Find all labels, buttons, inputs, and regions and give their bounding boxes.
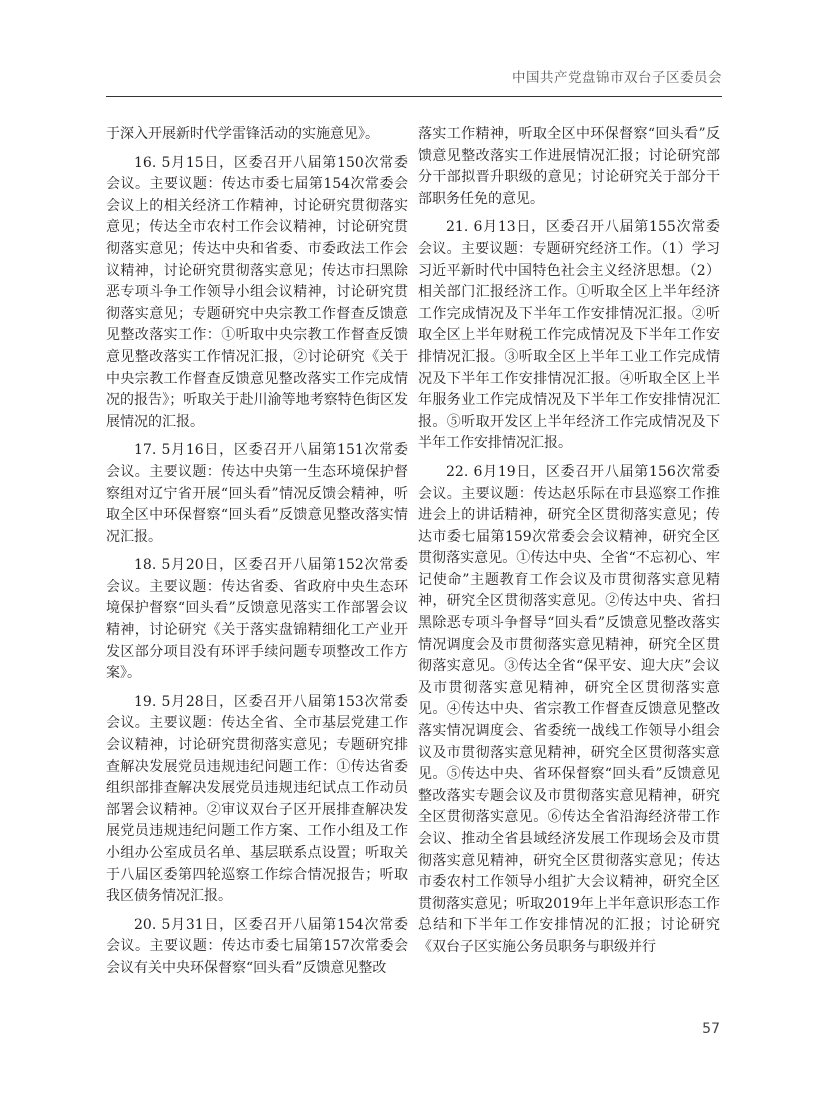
paragraph-item-16: 16. 5月15日，区委召开八届第150次常委会议。主要议题：传达市委七届第154次常委会会议上的相关经济工作精神，讨论研究贯彻落实意见；传达全市农村工作会议精神，讨论研究贯彻落实意见；传达中央和省委、市委政法工作会议精神，讨论研究贯彻落实意见；传达市扫黑除恶专项斗争工作领导小组会议精神，讨论研究贯彻落实意见；专题研究中央宗教工作督查反馈意见整改落实工作：①听取中央宗教工作督查反馈意见整改落实工作情况汇报，②讨论研究《关于中央宗教工作督查反馈意见整改落实工作完成情况的报告》；听取关于赴川渝等地考察特色街区发展情况的汇报。	[106, 154, 408, 430]
paragraph-item-20: 20. 5月31日，区委召开八届第154次常委会议。主要议题：传达市委七届第157次常委会会议有关中央环保督察“回头看”反馈意见整改	[106, 916, 408, 976]
page-header-title: 中国共产党盘锦市双台子区委员会	[512, 70, 722, 86]
left-text-column	[106, 124, 408, 987]
paragraph-item-20-continued: 落实工作精神，听取全区中环保督察“回头看”反馈意见整改落实工作进展情况汇报；讨论研究部分干部拟晋升职级的意见；讨论研究关于部分干部职务任免的意见。	[418, 126, 720, 207]
paragraph-item-19: 19. 5月28日，区委召开八届第153次常委会议。主要议题：传达全省、全市基层党建工作会议精神，讨论研究贯彻落实意见；专题研究排查解决发展党员违规违纪问题工作：①传达省委组织部排查解决发展党员违规违纪试点工作动员部署会议精神。②审议双台子区开展排查解决发展党员违规违纪问题工作方案、工作小组及工作小组办公室成员名单、基层联系点设置；听取关于八届区委第四轮巡察工作综合情况报告；听取我区债务情况汇报。	[106, 693, 408, 905]
paragraph-item-21: 21. 6月13日，区委召开八届第155次常委会议。主要议题：专题研究经济工作。（1）学习习近平新时代中国特色社会主义经济思想。（2）相关部门汇报经济工作。①听取全区上半年经济工作完成情况及下半年工作安排情况汇报。②听取全区上半年财税工作完成情况及下半年工作安排情况汇报。③听取全区上半年工业工作完成情况及下半年工作安排情况汇报。④听取全区上半年服务业工作完成情况及下半年工作安排情况汇报。⑤听取开发区上半年经济工作完成情况及下半年工作安排情况汇报。	[418, 219, 720, 452]
right-text-column	[418, 124, 720, 966]
page-number: 57	[702, 1021, 720, 1037]
paragraph-item-17: 17. 5月16日，区委召开八届第151次常委会议。主要议题：传达中央第一生态环境保护督察组对辽宁省开展“回头看”情况反馈会精神，听取全区中环保督察“回头看”反馈意见整改落实情况汇报。	[106, 442, 408, 545]
paragraph-item-22: 22. 6月19日，区委召开八届第156次常委会议。主要议题：传达赵乐际在市县巡察工作推进会上的讲话精神，研究全区贯彻落实意见；传达市委七届第159次常委会会议精神，研究全区贯彻落实意见。①传达中央、全省“不忘初心、牢记使命”主题教育工作会议及市贯彻落实意见精神，研究全区贯彻落实意见。②传达中央、省扫黑除恶专项斗争督导“回头看”反馈意见整改落实情况调度会及市贯彻落实意见精神，研究全区贯彻落实意见。③传达全省“保平安、迎大庆”会议及市贯彻落实意见精神，研究全区贯彻落实意见。④传达中央、省宗教工作督查反馈意见整改落实情况调度会、省委统一战线工作领导小组会议及市贯彻落实意见精神，研究全区贯彻落实意见。⑤传达中央、省环保督察“回头看”反馈意见整改落实专题会议及市贯彻落实意见精神，研究全区贯彻落实意见。⑥传达全省沿海经济带工作会议、推动全省县域经济发展工作现场会及市贯彻落实意见精神，研究全区贯彻落实意见；传达市委农村工作领导小组扩大会议精神，研究全区贯彻落实意见；听取2019年上半年意识形态工作总结和下半年工作安排情况的汇报；讨论研究《双台子区实施公务员职务与职级并行	[418, 463, 720, 955]
header-divider	[106, 96, 722, 97]
paragraph-item-18: 18. 5月20日，区委召开八届第152次常委会议。主要议题：传达省委、省政府中央生态环境保护督察“回头看”反馈意见落实工作部署会议精神，讨论研究《关于落实盘锦精细化工产业开发区部分项目没有环评手续问题专项整改工作方案》。	[106, 557, 408, 682]
paragraph-continued: 于深入开展新时代学雷锋活动的实施意见》。	[106, 126, 379, 142]
